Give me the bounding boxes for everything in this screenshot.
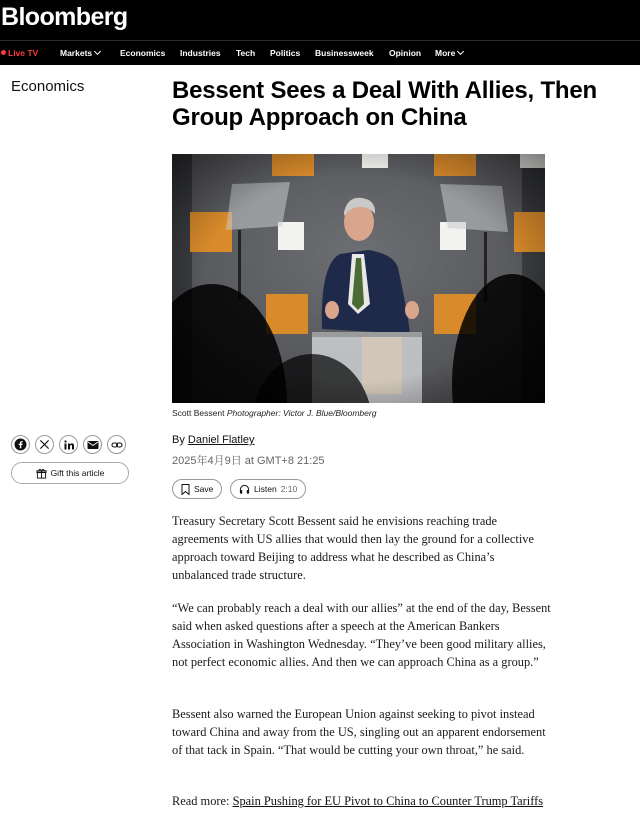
author-link[interactable]: Daniel Flatley <box>187 434 255 446</box>
save-button[interactable] <box>172 479 222 499</box>
nav-live-tv[interactable] <box>1 41 38 66</box>
facebook-icon <box>14 438 27 451</box>
linkedin-icon <box>63 439 75 451</box>
live-dot-icon <box>1 50 6 55</box>
listen-duration: 2:10 <box>280 484 298 494</box>
link-icon <box>111 439 123 451</box>
nav-politics[interactable]: Politics <box>270 48 301 58</box>
listen-label: Listen <box>254 484 277 494</box>
read-more-link[interactable]: Spain Pushing for EU Pivot to China to Counter Trump Tariffs <box>232 794 544 808</box>
nav-more-label: More <box>435 48 456 58</box>
section-label[interactable]: Economics <box>11 78 85 95</box>
nav-markets[interactable] <box>60 41 100 66</box>
headphones-icon <box>239 484 250 495</box>
nav-industries[interactable]: Industries <box>180 48 221 58</box>
share-facebook-button[interactable] <box>11 435 30 454</box>
nav-economics[interactable]: Economics <box>120 48 166 58</box>
email-icon <box>87 440 99 450</box>
chevron-down-icon <box>457 48 464 55</box>
nav-businessweek[interactable]: Businessweek <box>315 48 374 58</box>
nav-more[interactable] <box>435 41 463 66</box>
share-linkedin-button[interactable] <box>59 435 78 454</box>
gift-article-label: Gift this article <box>50 468 105 478</box>
nav-markets-label: Markets <box>60 48 93 58</box>
read-more-prefix: Read more: <box>172 794 230 808</box>
bloomberg-logo[interactable]: Bloomberg <box>1 3 128 31</box>
share-x-button[interactable] <box>35 435 54 454</box>
gift-icon <box>36 468 47 479</box>
gift-article-button[interactable] <box>11 462 129 484</box>
save-label: Save <box>194 484 214 494</box>
share-copy-link-button[interactable] <box>107 435 126 454</box>
share-email-button[interactable] <box>83 435 102 454</box>
read-more <box>172 792 552 810</box>
listen-button[interactable] <box>230 479 306 499</box>
hero-image <box>172 154 545 403</box>
headline-line-1: Bessent Sees a Deal With Allies, Then <box>172 77 597 104</box>
chevron-down-icon <box>94 48 101 55</box>
byline-prefix: By <box>172 434 185 446</box>
byline <box>172 434 255 446</box>
main-nav <box>0 40 640 65</box>
article-headline <box>172 77 640 131</box>
image-caption <box>172 408 376 418</box>
top-bar <box>0 0 640 40</box>
nav-live-tv-label: Live TV <box>8 48 39 58</box>
x-icon <box>39 439 50 450</box>
article-paragraph: Bessent also warned the European Union against seeking to pivot instead toward China and away from the US, singling out an apparent endorsement of that tack in Spain. “That would be cutting your own throat,” he said. <box>172 707 546 757</box>
bookmark-icon <box>181 484 190 495</box>
headline-line-2: Group Approach on China <box>172 104 467 131</box>
nav-tech[interactable]: Tech <box>236 48 256 58</box>
nav-opinion[interactable]: Opinion <box>389 48 422 58</box>
article-paragraph: Treasury Secretary Scott Bessent said he envisions reaching trade agreements with US allies that would then lay the ground for a collective approach toward Beijing to address what he described as China’s unbalanced trade structure. <box>172 514 534 582</box>
caption-credit: Photographer: Victor J. Blue/Bloomberg <box>226 408 377 418</box>
caption-subject: Scott Bessent <box>172 408 225 418</box>
publish-date: 2025年4月9日 at GMT+8 21:25 <box>172 455 325 467</box>
article-paragraph: “We can probably reach a deal with our allies” at the end of the day, Bessent said when asked questions after a speech at the American Bankers Association in Washington Wednesday. “They’ve been good military allies, not perfect economic allies. And then we can approach China as a group.” <box>172 601 551 669</box>
hero-photo-illustration <box>172 154 545 403</box>
